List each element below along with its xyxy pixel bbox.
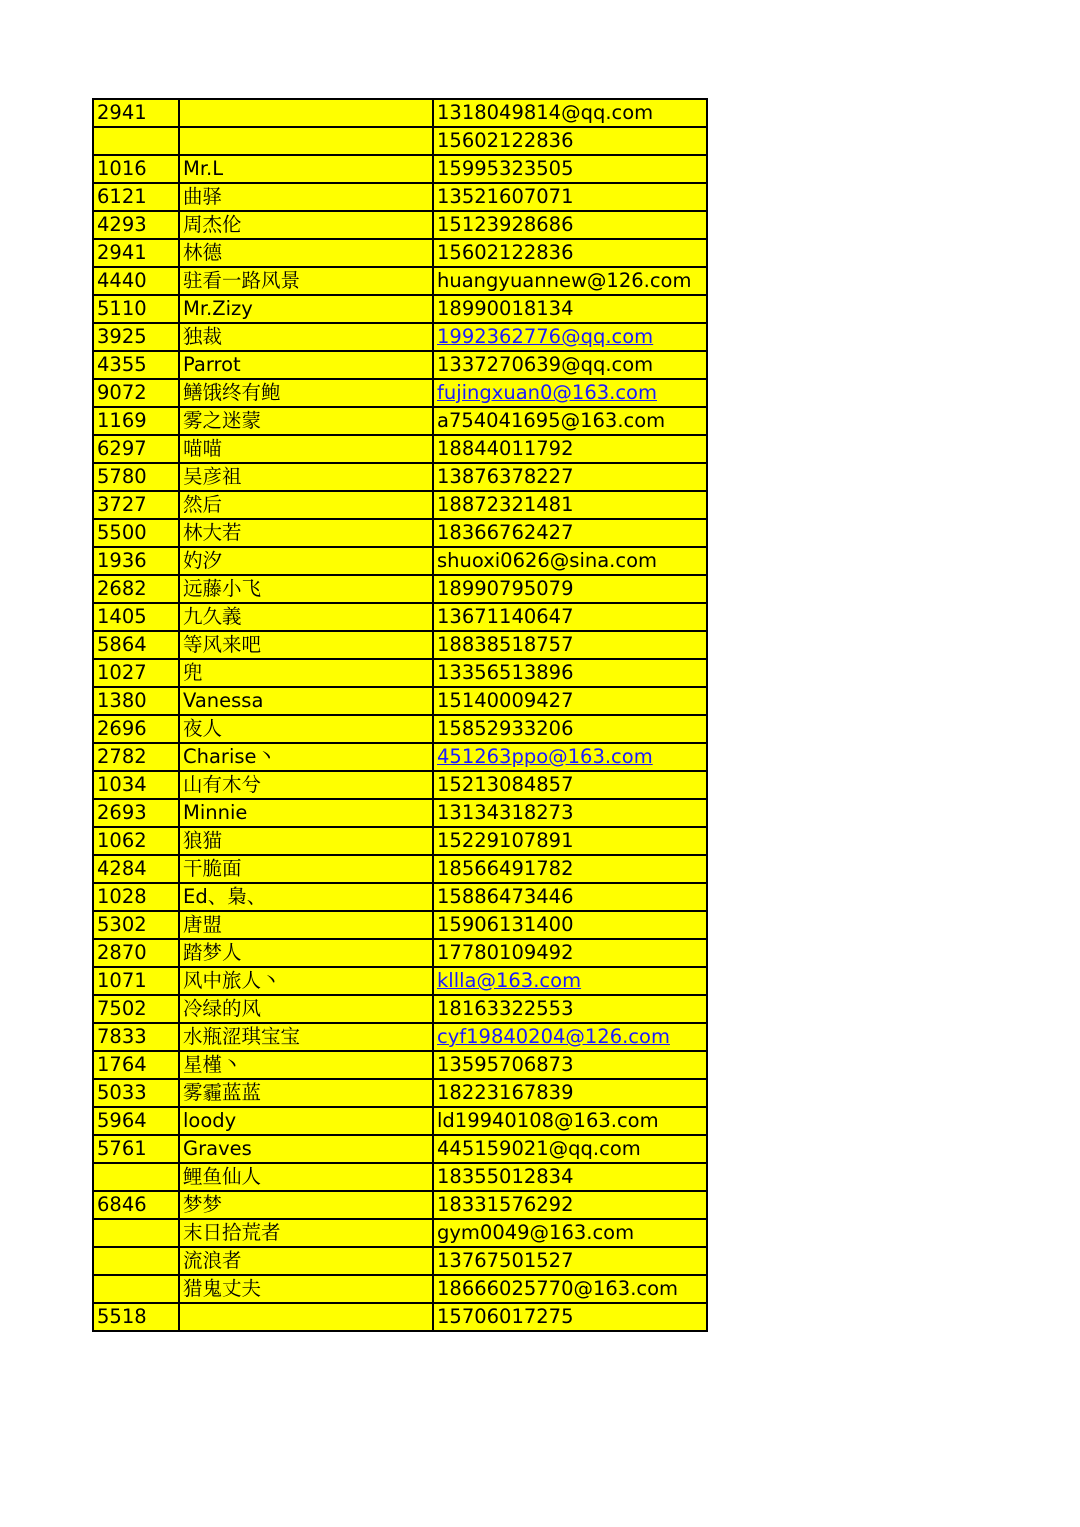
cell-id: 2696 <box>93 715 179 743</box>
table-row <box>93 1135 707 1163</box>
cell-id: 1405 <box>93 603 179 631</box>
cell-id: 6846 <box>93 1191 179 1219</box>
cell-contact: gym0049@163.com <box>433 1219 707 1247</box>
cell-id: 3727 <box>93 491 179 519</box>
table-row <box>93 1219 707 1247</box>
cell-contact: 18566491782 <box>433 855 707 883</box>
table-row <box>93 799 707 827</box>
table-row <box>93 155 707 183</box>
table-row <box>93 1303 707 1331</box>
cell-contact: 13134318273 <box>433 799 707 827</box>
table-row <box>93 939 707 967</box>
table-row <box>93 239 707 267</box>
table-row <box>93 659 707 687</box>
cell-id: 1062 <box>93 827 179 855</box>
cell-contact <box>433 1023 707 1051</box>
cell-name: 星槿丶 <box>179 1051 433 1079</box>
cell-contact: 1318049814@qq.com <box>433 99 707 127</box>
cell-id: 9072 <box>93 379 179 407</box>
table-row <box>93 127 707 155</box>
cell-contact: 15602122836 <box>433 239 707 267</box>
cell-name: 冷绿的风 <box>179 995 433 1023</box>
cell-id: 1169 <box>93 407 179 435</box>
cell-contact: shuoxi0626@sina.com <box>433 547 707 575</box>
cell-contact <box>433 379 707 407</box>
cell-id: 1936 <box>93 547 179 575</box>
table-row <box>93 1107 707 1135</box>
cell-contact: 15213084857 <box>433 771 707 799</box>
cell-contact: 18355012834 <box>433 1163 707 1191</box>
cell-contact: 18872321481 <box>433 491 707 519</box>
cell-name: 山有木兮 <box>179 771 433 799</box>
cell-contact <box>433 967 707 995</box>
table-row <box>93 575 707 603</box>
table-row <box>93 211 707 239</box>
cell-contact <box>433 323 707 351</box>
cell-name: 唐盟 <box>179 911 433 939</box>
cell-contact: 18366762427 <box>433 519 707 547</box>
cell-name: 干脆面 <box>179 855 433 883</box>
cell-contact: 445159021@qq.com <box>433 1135 707 1163</box>
table-row <box>93 743 707 771</box>
cell-name: Ed、梟、 <box>179 883 433 911</box>
table-row <box>93 435 707 463</box>
cell-name: 梦梦 <box>179 1191 433 1219</box>
table-row <box>93 631 707 659</box>
cell-contact: 18331576292 <box>433 1191 707 1219</box>
cell-name: Mr.Zizy <box>179 295 433 323</box>
cell-id: 1764 <box>93 1051 179 1079</box>
cell-id <box>93 1219 179 1247</box>
table-row <box>93 687 707 715</box>
email-link[interactable]: 451263ppo@163.com <box>437 745 653 768</box>
cell-name: 远藤小飞 <box>179 575 433 603</box>
cell-name: Parrot <box>179 351 433 379</box>
cell-contact: 13767501527 <box>433 1247 707 1275</box>
table-row <box>93 1247 707 1275</box>
cell-id: 4440 <box>93 267 179 295</box>
cell-name: Charise丶 <box>179 743 433 771</box>
cell-name: 林德 <box>179 239 433 267</box>
cell-id: 4293 <box>93 211 179 239</box>
cell-id: 2782 <box>93 743 179 771</box>
cell-id <box>93 127 179 155</box>
cell-name: loody <box>179 1107 433 1135</box>
cell-name: 林大若 <box>179 519 433 547</box>
cell-contact: 13356513896 <box>433 659 707 687</box>
cell-contact: huangyuannew@126.com <box>433 267 707 295</box>
cell-name <box>179 127 433 155</box>
cell-id: 5518 <box>93 1303 179 1331</box>
table-row <box>93 883 707 911</box>
table-row <box>93 911 707 939</box>
cell-name: Mr.L <box>179 155 433 183</box>
cell-name: 水瓶涩琪宝宝 <box>179 1023 433 1051</box>
cell-id: 2870 <box>93 939 179 967</box>
cell-contact: 13521607071 <box>433 183 707 211</box>
cell-id: 1027 <box>93 659 179 687</box>
table-row <box>93 827 707 855</box>
table-row <box>93 407 707 435</box>
cell-name: 末日拾荒者 <box>179 1219 433 1247</box>
cell-id: 5110 <box>93 295 179 323</box>
cell-id: 2693 <box>93 799 179 827</box>
table-row <box>93 1023 707 1051</box>
cell-name: Graves <box>179 1135 433 1163</box>
cell-name: Minnie <box>179 799 433 827</box>
cell-contact: 18666025770@163.com <box>433 1275 707 1303</box>
cell-contact: 18990018134 <box>433 295 707 323</box>
cell-name: Vanessa <box>179 687 433 715</box>
email-link[interactable]: 1992362776@qq.com <box>437 325 654 348</box>
cell-id: 2941 <box>93 239 179 267</box>
cell-id <box>93 1275 179 1303</box>
cell-contact: ld19940108@163.com <box>433 1107 707 1135</box>
email-link[interactable]: fujingxuan0@163.com <box>437 381 657 404</box>
table-row <box>93 351 707 379</box>
cell-name: 夜人 <box>179 715 433 743</box>
cell-contact: 13595706873 <box>433 1051 707 1079</box>
cell-name: 雾霾蓝蓝 <box>179 1079 433 1107</box>
table-row <box>93 491 707 519</box>
cell-contact: 18223167839 <box>433 1079 707 1107</box>
cell-name: 鳝饿终有鲍 <box>179 379 433 407</box>
cell-name: 九久義 <box>179 603 433 631</box>
cell-contact: 15706017275 <box>433 1303 707 1331</box>
cell-contact: 15886473446 <box>433 883 707 911</box>
cell-contact: 15995323505 <box>433 155 707 183</box>
cell-id: 6121 <box>93 183 179 211</box>
cell-id: 1380 <box>93 687 179 715</box>
cell-id <box>93 1163 179 1191</box>
cell-id: 5500 <box>93 519 179 547</box>
table-row <box>93 967 707 995</box>
cell-name: 风中旅人丶 <box>179 967 433 995</box>
cell-id: 5761 <box>93 1135 179 1163</box>
table-row <box>93 379 707 407</box>
table-row <box>93 267 707 295</box>
cell-name: 等风来吧 <box>179 631 433 659</box>
table-row <box>93 771 707 799</box>
cell-id: 3925 <box>93 323 179 351</box>
cell-contact: 15906131400 <box>433 911 707 939</box>
cell-name: 喵喵 <box>179 435 433 463</box>
cell-id: 1016 <box>93 155 179 183</box>
cell-id: 7833 <box>93 1023 179 1051</box>
table-row <box>93 463 707 491</box>
cell-name: 周杰伦 <box>179 211 433 239</box>
table-row <box>93 855 707 883</box>
table-row <box>93 1051 707 1079</box>
table-row <box>93 323 707 351</box>
cell-contact <box>433 743 707 771</box>
cell-name: 踏梦人 <box>179 939 433 967</box>
table-row <box>93 1163 707 1191</box>
cell-id: 5033 <box>93 1079 179 1107</box>
cell-name: 鲤鱼仙人 <box>179 1163 433 1191</box>
cell-contact: 18844011792 <box>433 435 707 463</box>
table-row <box>93 995 707 1023</box>
cell-contact: 18990795079 <box>433 575 707 603</box>
cell-id: 5964 <box>93 1107 179 1135</box>
cell-contact: 15123928686 <box>433 211 707 239</box>
table-row <box>93 715 707 743</box>
cell-name <box>179 1303 433 1331</box>
cell-id: 1034 <box>93 771 179 799</box>
cell-id: 1028 <box>93 883 179 911</box>
cell-name <box>179 99 433 127</box>
table-row <box>93 547 707 575</box>
cell-contact: 13876378227 <box>433 463 707 491</box>
cell-name: 流浪者 <box>179 1247 433 1275</box>
cell-contact: 17780109492 <box>433 939 707 967</box>
cell-contact: 15229107891 <box>433 827 707 855</box>
email-link[interactable]: kllla@163.com <box>437 969 582 992</box>
table-row <box>93 295 707 323</box>
table-row <box>93 183 707 211</box>
cell-name: 兜 <box>179 659 433 687</box>
cell-id: 7502 <box>93 995 179 1023</box>
cell-id: 5780 <box>93 463 179 491</box>
cell-name: 驻看一路风景 <box>179 267 433 295</box>
cell-id: 5302 <box>93 911 179 939</box>
cell-contact: 15140009427 <box>433 687 707 715</box>
cell-id: 5864 <box>93 631 179 659</box>
cell-contact: 18163322553 <box>433 995 707 1023</box>
cell-id: 2941 <box>93 99 179 127</box>
cell-name: 猎鬼丈夫 <box>179 1275 433 1303</box>
table-row <box>93 99 707 127</box>
cell-name: 狼猫 <box>179 827 433 855</box>
table-row <box>93 1191 707 1219</box>
cell-name: 曲驿 <box>179 183 433 211</box>
cell-id: 1071 <box>93 967 179 995</box>
cell-contact: 15852933206 <box>433 715 707 743</box>
contact-table <box>92 98 708 1332</box>
cell-id: 2682 <box>93 575 179 603</box>
cell-name: 吴彦祖 <box>179 463 433 491</box>
cell-name: 然后 <box>179 491 433 519</box>
cell-contact: 15602122836 <box>433 127 707 155</box>
email-link[interactable]: cyf19840204@126.com <box>437 1025 670 1048</box>
cell-name: 妁汐 <box>179 547 433 575</box>
cell-contact: 13671140647 <box>433 603 707 631</box>
cell-id: 4355 <box>93 351 179 379</box>
cell-id: 6297 <box>93 435 179 463</box>
table-row <box>93 519 707 547</box>
table-row <box>93 1275 707 1303</box>
table-body <box>93 99 707 1331</box>
cell-contact: 1337270639@qq.com <box>433 351 707 379</box>
cell-name: 独裁 <box>179 323 433 351</box>
cell-id: 4284 <box>93 855 179 883</box>
cell-contact: 18838518757 <box>433 631 707 659</box>
table-row <box>93 1079 707 1107</box>
cell-contact: a754041695@163.com <box>433 407 707 435</box>
cell-id <box>93 1247 179 1275</box>
cell-name: 雾之迷蒙 <box>179 407 433 435</box>
table-row <box>93 603 707 631</box>
